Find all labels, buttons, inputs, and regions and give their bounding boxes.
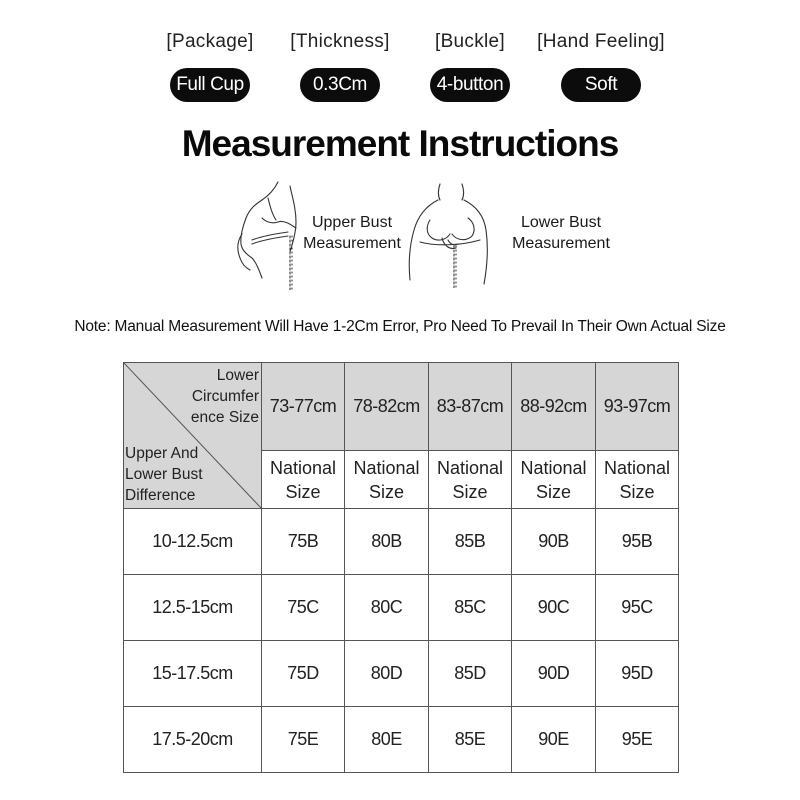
table-header-row bbox=[124, 363, 679, 451]
attribute-label: [Buckle] bbox=[435, 31, 505, 52]
size-cell: 95C bbox=[596, 575, 679, 641]
size-cell: 85D bbox=[429, 641, 512, 707]
column-header-range: 83-87cm bbox=[429, 363, 512, 451]
bust-difference-cell: 12.5-15cm bbox=[124, 575, 262, 641]
upper-bust-label-line1: Upper Bust bbox=[311, 214, 393, 231]
table-corner-cell bbox=[124, 363, 262, 509]
size-cell: 90C bbox=[512, 575, 596, 641]
size-cell: 80D bbox=[345, 641, 429, 707]
corner-top-label bbox=[191, 365, 259, 428]
size-cell: 95D bbox=[596, 641, 679, 707]
lower-bust-label-line1: Lower Bust bbox=[520, 214, 602, 231]
lower-bust-figure-icon bbox=[404, 180, 494, 288]
attribute-value-pill: 0.3Cm bbox=[300, 68, 380, 102]
national-size-header: National Size bbox=[596, 451, 679, 509]
size-cell: 85C bbox=[429, 575, 512, 641]
column-header-range: 73-77cm bbox=[262, 363, 345, 451]
size-cell: 80B bbox=[345, 509, 429, 575]
table-row bbox=[124, 509, 679, 575]
size-cell: 80E bbox=[345, 707, 429, 773]
table-row bbox=[124, 641, 679, 707]
size-cell: 85B bbox=[429, 509, 512, 575]
size-cell: 75C bbox=[262, 575, 345, 641]
size-cell: 85E bbox=[429, 707, 512, 773]
corner-bottom-line: Difference bbox=[125, 487, 196, 504]
attribute-label: [Package] bbox=[166, 31, 254, 52]
corner-top-line: Lower bbox=[216, 367, 259, 384]
page-title: Measurement Instructions bbox=[181, 123, 619, 164]
upper-bust-label-line2: Measurement bbox=[303, 235, 401, 252]
corner-bottom-label bbox=[125, 443, 203, 506]
attribute-value-pill: 4-button bbox=[430, 68, 510, 102]
column-header-range: 78-82cm bbox=[345, 363, 429, 451]
table-row bbox=[124, 707, 679, 773]
corner-bottom-line: Lower Bust bbox=[125, 466, 203, 483]
size-cell: 75E bbox=[262, 707, 345, 773]
size-cell: 75D bbox=[262, 641, 345, 707]
corner-top-line: ence Size bbox=[190, 409, 259, 426]
attribute-label: [Thickness] bbox=[290, 31, 390, 52]
attribute-value-pill: Full Cup bbox=[170, 68, 250, 102]
upper-bust-label bbox=[298, 212, 406, 254]
size-cell: 90D bbox=[512, 641, 596, 707]
attribute-hand-feeling bbox=[516, 28, 686, 102]
lower-bust-label bbox=[503, 212, 619, 254]
size-cell: 75B bbox=[262, 509, 345, 575]
column-header-range: 88-92cm bbox=[512, 363, 596, 451]
national-size-header: National Size bbox=[429, 451, 512, 509]
size-chart-table bbox=[123, 362, 679, 773]
attribute-label: [Hand Feeling] bbox=[537, 31, 665, 52]
upper-bust-figure-icon bbox=[232, 178, 304, 290]
attribute-value-pill: Soft bbox=[561, 68, 641, 102]
size-cell: 95E bbox=[596, 707, 679, 773]
bust-difference-cell: 15-17.5cm bbox=[124, 641, 262, 707]
attribute-row bbox=[0, 28, 800, 108]
national-size-header: National Size bbox=[345, 451, 429, 509]
corner-bottom-line: Upper And bbox=[125, 445, 199, 462]
size-cell: 90E bbox=[512, 707, 596, 773]
bust-difference-cell: 10-12.5cm bbox=[124, 509, 262, 575]
corner-top-line: Circumfer bbox=[191, 388, 259, 405]
lower-bust-label-line2: Measurement bbox=[512, 235, 610, 252]
table-row bbox=[124, 575, 679, 641]
bust-difference-cell: 17.5-20cm bbox=[124, 707, 262, 773]
size-cell: 90B bbox=[512, 509, 596, 575]
national-size-header: National Size bbox=[512, 451, 596, 509]
national-size-header: National Size bbox=[262, 451, 345, 509]
column-header-range: 93-97cm bbox=[596, 363, 679, 451]
size-cell: 95B bbox=[596, 509, 679, 575]
size-cell: 80C bbox=[345, 575, 429, 641]
measurement-note: Note: Manual Measurement Will Have 1-2Cm Error, Pro Need To Prevail In Their Own Actual Size bbox=[74, 318, 726, 335]
